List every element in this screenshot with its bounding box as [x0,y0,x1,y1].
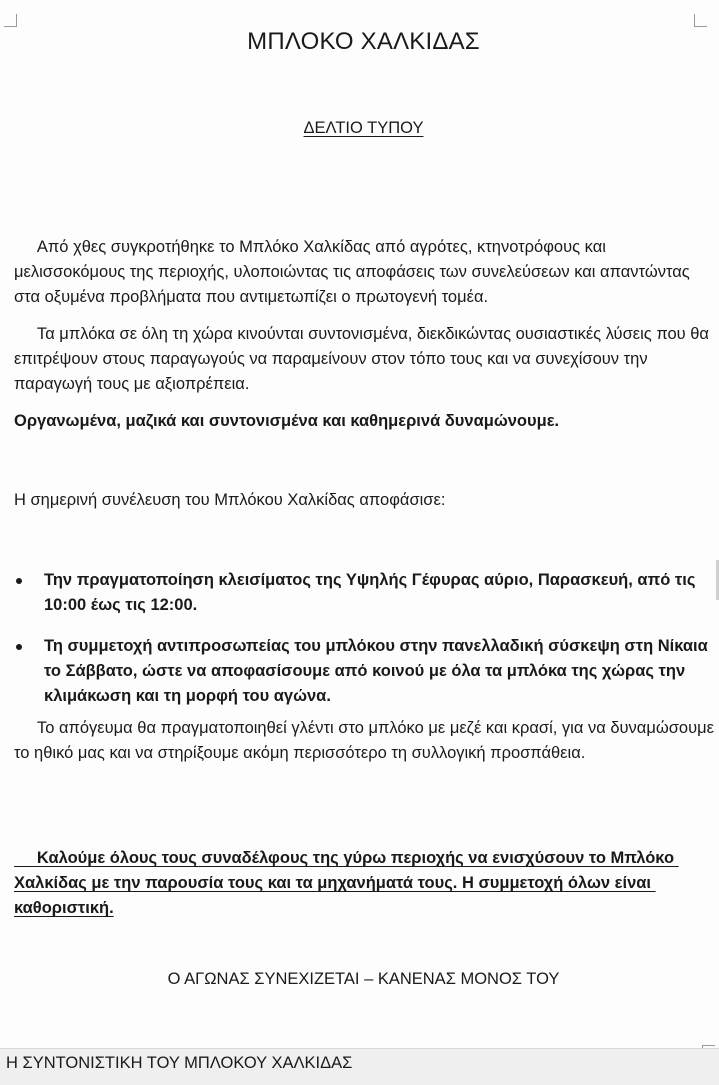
paragraph-decision-intro: Η σημερινή συνέλευση του Μπλόκου Χαλκίδας αποφάσισε: [14,491,446,509]
document-subtitle: ΔΕΛΤΙΟ ΤΥΠΟΥ [303,119,424,137]
bullet-icon [16,644,22,650]
list-item [14,634,714,709]
paragraph-coordination: Τα μπλόκα σε όλη τη χώρα κινούνται συντονισμένα, διεκδικώντας ουσιαστικές λύσεις που θα επιτρέψουν στους παραγωγούς να παραμείνουν στον τόπο τους και να συνεχίσουν την παραγωγή τους με αξιοπρέπεια. [14,325,714,393]
paragraph-slogan-bold: Οργανωμένα, μαζικά και συντονισμένα και καθημερινά δυναμώνουμε. [14,412,560,430]
list-item-text: Τη συμμετοχή αντιπροσωπείας του μπλόκου στην πανελλαδική σύσκεψη στη Νίκαια το Σάββατο, ώστε να αποφασίσουμε από κοινού με όλα τα μπλόκα της χώρας την κλιμάκωση και τη μορφή του αγώνα. [44,637,708,705]
decision-list [14,568,714,725]
list-item [14,568,714,618]
margin-corner-mark [4,14,17,27]
document-title: ΜΠΛΟΚΟ ΧΑΛΚΙΔΑΣ [247,28,480,55]
paragraph-intro: Από χθες συγκροτήθηκε το Μπλόκο Χαλκίδας από αγρότες, κτηνοτρόφους και μελισσοκόμους της περιοχής, υλοποιώντας τις αποφάσεις των συνελεύσεων και απαντώντας στα οξυμένα προβλήματα που αντιμετωπίζει ο πρωτογενή τομέα. [14,238,695,306]
signature-text: Η ΣΥΝΤΟΝΙΣΤΙΚΗ ΤΟΥ ΜΠΛΟΚΟΥ ΧΑΛΚΙΔΑΣ [6,1054,353,1072]
paragraph-evening-event: Το απόγευμα θα πραγματοποιηθεί γλέντι στο μπλόκο με μεζέ και κρασί, για να δυναμώσουμε το ηθικό μας και να στηρίξουμε ακόμη περισσότερο τη συλλογική προσπάθεια. [14,719,719,762]
signature-bar [0,1048,719,1085]
bullet-icon [16,578,22,584]
closing-slogan: Ο ΑΓΩΝΑΣ ΣΥΝΕΧΙΖΕΤΑΙ – ΚΑΝΕΝΑΣ ΜΟΝΟΣ ΤΟΥ [167,970,560,988]
list-item-text: Την πραγματοποίηση κλεισίματος της Υψηλής Γέφυρας αύριο, Παρασκευή, από τις 10:00 έως τις 12:00. [44,571,696,614]
paragraph-call-to-action: Καλούμε όλους τους συναδέλφους της γύρω περιοχής να ενισχύσουν το Μπλόκο Χαλκίδας με την παρουσία τους και τα μηχανήματά τους. Η συμμετοχή όλων είναι καθοριστική. [14,849,679,917]
margin-corner-mark [694,14,707,27]
